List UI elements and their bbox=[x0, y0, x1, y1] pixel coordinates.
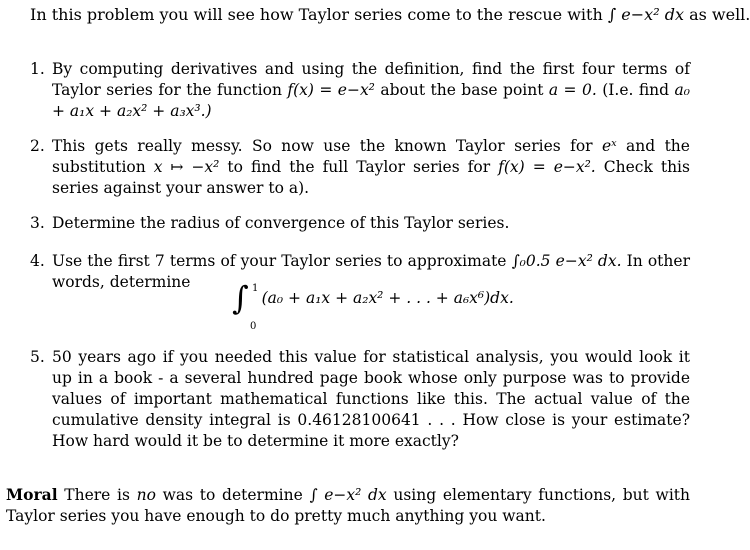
problem-item-3 bbox=[30, 213, 690, 234]
item-text: This gets really messy. So now use the known Taylor series for bbox=[52, 137, 593, 155]
intro-sentence bbox=[30, 4, 750, 25]
item-text: to find the full Taylor series for bbox=[227, 158, 491, 176]
moral-math: ∫ e−x² dx bbox=[309, 486, 387, 504]
item-number: 4. bbox=[30, 252, 45, 270]
problem-item-2 bbox=[30, 136, 690, 199]
item-text: By computing derivatives and using the definition, find the first four terms of Taylor series for the function bbox=[52, 60, 690, 99]
intro-integral-math: ∫ e−x² dx bbox=[607, 5, 684, 24]
item-body bbox=[52, 213, 690, 234]
item-math: ∫₀0.5 e−x² dx. bbox=[511, 252, 622, 270]
item-math: x ↦ −x² bbox=[153, 158, 220, 176]
item-text: and the substitution bbox=[52, 137, 690, 176]
problem-item-1 bbox=[30, 59, 690, 122]
item-number: 5. bbox=[30, 348, 45, 366]
item-body bbox=[52, 59, 690, 122]
integral-lower-limit: 0 bbox=[250, 321, 257, 332]
item-text: In other words, determine bbox=[52, 252, 690, 291]
item-body bbox=[52, 136, 690, 199]
item-math: f(x) = e−x² bbox=[287, 81, 375, 99]
display-integral bbox=[232, 279, 514, 332]
item-text: (I.e. find bbox=[602, 81, 670, 99]
item-math: f(x) = e−x². bbox=[498, 158, 596, 176]
intro-end: as well. bbox=[689, 5, 750, 24]
item-text: Check this series against your answer to a). bbox=[52, 158, 690, 197]
item-math: a₀ + a₁x + a₂x² + a₃x³.) bbox=[52, 81, 690, 120]
moral-text: using elementary functions, but with Taylor series you have enough to do pretty much anything you want. bbox=[6, 486, 690, 525]
item-text: 50 years ago if you needed this value for statistical analysis, you would look it up in a book - a several hundred page book whose only purpose was to provide values of important mathematical functions like this. The actual value of the cumulative density integral is 0.46128100641 . . . How close is your estimate? How hard would it be to determine it more exactly? bbox=[52, 348, 690, 450]
integral-integrand: (a₀ + a₁x + a₂x² + . . . + a₆x⁶)dx. bbox=[261, 289, 514, 307]
moral-emphasis: no bbox=[136, 486, 156, 504]
intro-text: In this problem you will see how Taylor series come to the rescue with bbox=[30, 5, 603, 24]
moral-text: There is bbox=[64, 486, 130, 504]
problem-item-5 bbox=[30, 347, 690, 452]
moral-paragraph bbox=[6, 484, 690, 527]
item-math: eˣ bbox=[601, 137, 617, 155]
integral-sign: ∫ bbox=[232, 279, 249, 317]
moral-label: Moral bbox=[6, 485, 58, 504]
item-text: Determine the radius of convergence of this Taylor series. bbox=[52, 214, 510, 232]
item-body bbox=[52, 347, 690, 452]
moral-text: was to determine bbox=[162, 486, 303, 504]
integral-upper-limit: 1 bbox=[252, 283, 259, 294]
item-text: about the base point bbox=[380, 81, 544, 99]
item-number: 1. bbox=[30, 60, 45, 78]
item-math: a = 0. bbox=[548, 81, 597, 99]
item-number: 2. bbox=[30, 137, 45, 155]
item-text: Use the first 7 terms of your Taylor series to approximate bbox=[52, 252, 507, 270]
item-number: 3. bbox=[30, 214, 45, 232]
